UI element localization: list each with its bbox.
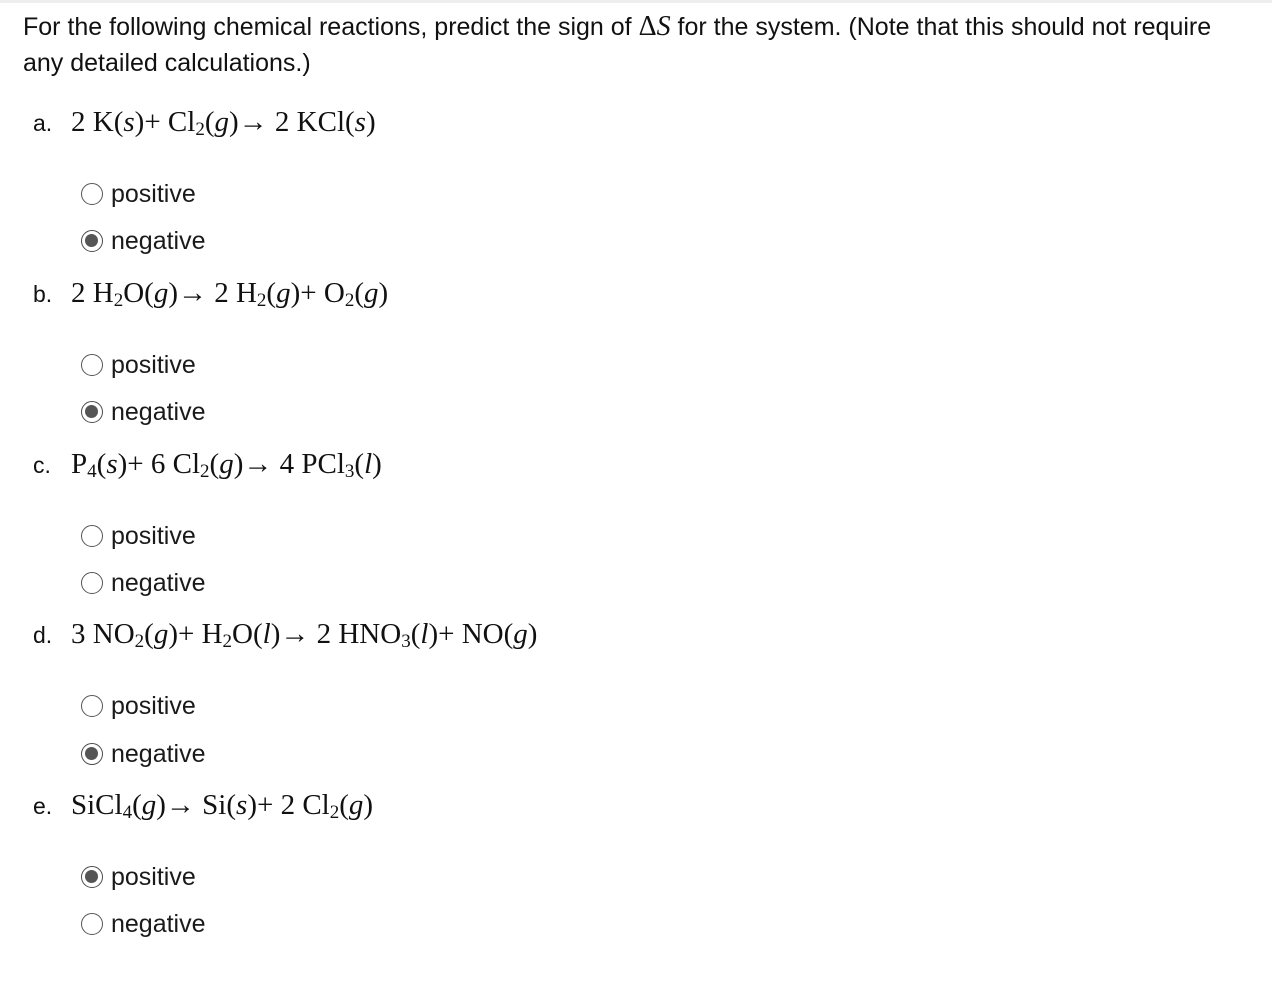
option-d-positive[interactable] bbox=[81, 688, 196, 724]
radio-button[interactable] bbox=[81, 572, 103, 594]
question-letter: d. bbox=[33, 622, 53, 648]
radio-button[interactable] bbox=[81, 866, 103, 888]
reaction-equation: SiCl$_4$(g)→ Si(s)+ 2 $Cl_2(g)$ bbox=[71, 789, 374, 823]
option-label: negative bbox=[111, 739, 206, 768]
option-label: positive bbox=[111, 179, 196, 208]
option-e-positive[interactable] bbox=[81, 859, 196, 895]
option-d-negative[interactable] bbox=[81, 736, 206, 772]
question-letter: c. bbox=[33, 452, 51, 478]
option-c-positive[interactable] bbox=[81, 518, 196, 554]
option-label: negative bbox=[111, 568, 206, 597]
reaction-equation: 2 $K(s)+ Cl_2(g)\to 2$ KCl(s) bbox=[71, 106, 376, 140]
option-label: negative bbox=[111, 909, 206, 938]
prompt-text-start: For the following chemical reactions, predict the sign of bbox=[23, 13, 639, 41]
option-c-negative[interactable] bbox=[81, 565, 206, 601]
question-b bbox=[33, 277, 388, 317]
option-label: positive bbox=[111, 862, 196, 891]
option-label: negative bbox=[111, 226, 206, 255]
option-label: positive bbox=[111, 691, 196, 720]
reaction-equation: 2 $H_2O(g)\to 2$ $H_2(g)+ O_2(g)$ bbox=[71, 277, 389, 311]
option-label: positive bbox=[111, 521, 196, 550]
reaction-equation: 3 $NO_2(g)+ H_2O(l)\to 2$ $HNO_3(l)+ NO(g)$ bbox=[71, 618, 538, 652]
prompt-text-end: for the system. (Note that this should not require any detailed calculations.) bbox=[23, 13, 1212, 77]
radio-button[interactable] bbox=[81, 695, 103, 717]
option-a-negative[interactable] bbox=[81, 223, 206, 259]
question-d bbox=[33, 618, 537, 658]
option-a-positive[interactable] bbox=[81, 176, 196, 212]
question-letter: e. bbox=[33, 793, 53, 819]
radio-button[interactable] bbox=[81, 183, 103, 205]
radio-button[interactable] bbox=[81, 401, 103, 423]
radio-button[interactable] bbox=[81, 230, 103, 252]
radio-button[interactable] bbox=[81, 354, 103, 376]
top-divider bbox=[0, 0, 1272, 3]
option-label: positive bbox=[111, 350, 196, 379]
question-c bbox=[33, 448, 382, 488]
option-b-positive[interactable] bbox=[81, 347, 196, 383]
option-label: negative bbox=[111, 397, 206, 426]
reaction-equation: $P_4(s)+ 6$ $Cl_2(g)\to 4$ PCl$_3$(l) bbox=[71, 448, 382, 482]
question-letter: b. bbox=[33, 281, 53, 307]
question-e bbox=[33, 789, 373, 829]
radio-button[interactable] bbox=[81, 913, 103, 935]
delta-s-symbol: ΔS bbox=[638, 11, 671, 42]
question-prompt bbox=[23, 9, 1243, 81]
question-letter: a. bbox=[33, 110, 53, 136]
option-b-negative[interactable] bbox=[81, 394, 206, 430]
question-a bbox=[33, 106, 376, 146]
radio-button[interactable] bbox=[81, 525, 103, 547]
option-e-negative[interactable] bbox=[81, 906, 206, 942]
radio-button[interactable] bbox=[81, 743, 103, 765]
